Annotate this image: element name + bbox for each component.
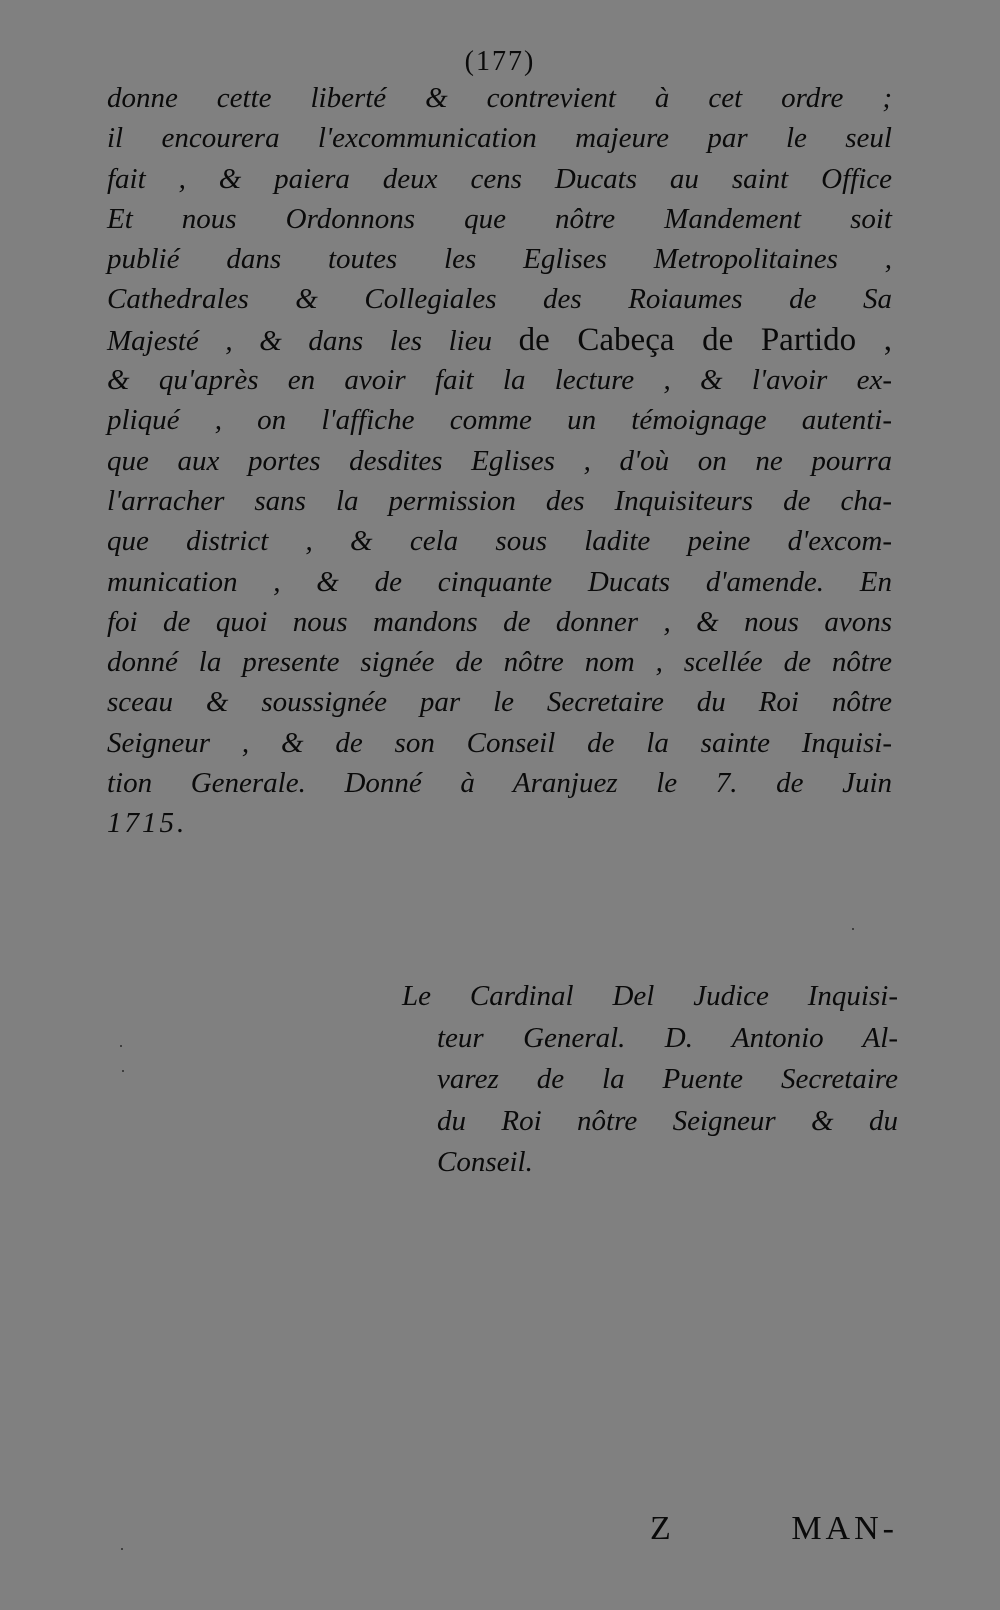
italic-phrase: Majesté , & dans les lieu — [107, 324, 493, 357]
text-line: publié dans toutes les Eglises Metropolitaines , — [107, 243, 892, 276]
catchwords-footer — [650, 1510, 898, 1554]
text-line: que district , & cela sous ladite peine d'excom- — [107, 525, 892, 558]
signature-line: Le Cardinal Del Judice Inquisi- — [402, 980, 898, 1012]
paper-speck — [121, 1548, 123, 1550]
paper-speck — [852, 928, 854, 930]
text-line: munication , & de cinquante Ducats d'amende. En — [107, 565, 892, 598]
text-line: & qu'après en avoir fait la lecture , & l'avoir ex- — [107, 364, 892, 397]
text-line: sceau & soussignée par le Secretaire du Roi nôtre — [107, 686, 892, 719]
text-line: donne cette liberté & contrevient à cet ordre ; — [107, 82, 892, 114]
roman-phrase: de Cabeça de Partido , — [518, 321, 892, 358]
text-line: l'arracher sans la permission des Inquisiteurs de cha- — [107, 484, 892, 517]
text-line: Seigneur , & de son Conseil de la sainte Inquisi- — [107, 726, 892, 759]
text-line: il encourera l'excommunication majeure par le seul — [107, 122, 892, 155]
signature-line: du Roi nôtre Seigneur & du — [437, 1104, 898, 1137]
paper-speck — [122, 1070, 124, 1072]
signature-line: varez de la Puente Secretaire — [437, 1063, 898, 1095]
text-line: tion Generale. Donné à Aranjuez le 7. de Juin — [107, 767, 892, 800]
text-line: que aux portes desdites Eglises , d'où on ne pourra — [107, 444, 892, 477]
text-line: foi de quoi nous mandons de donner , & nous avons — [107, 605, 892, 638]
text-line: Cathedrales & Collegiales des Roiaumes de Sa — [107, 283, 892, 316]
signature-line: teur General. D. Antonio Al- — [437, 1021, 898, 1054]
page-number: (177) — [464, 46, 536, 77]
gathering-signature-mark: Z — [650, 1510, 675, 1547]
body-text — [107, 78, 892, 844]
text-line: fait , & paiera deux cens Ducats au saint Office — [107, 162, 892, 195]
signature-line: Conseil. — [437, 1146, 533, 1178]
date-year-line: 1715. — [107, 807, 188, 840]
catchword: MAN- — [791, 1510, 898, 1547]
text-line-mixed — [107, 320, 892, 360]
paper-speck — [120, 1045, 122, 1047]
signature-block — [402, 976, 898, 1184]
text-line: Et nous Ordonnons que nôtre Mandement soit — [107, 202, 892, 235]
text-line: pliqué , on l'affiche comme un témoignage autenti- — [107, 404, 892, 437]
text-line: donné la presente signée de nôtre nom , scellée de nôtre — [107, 646, 892, 679]
